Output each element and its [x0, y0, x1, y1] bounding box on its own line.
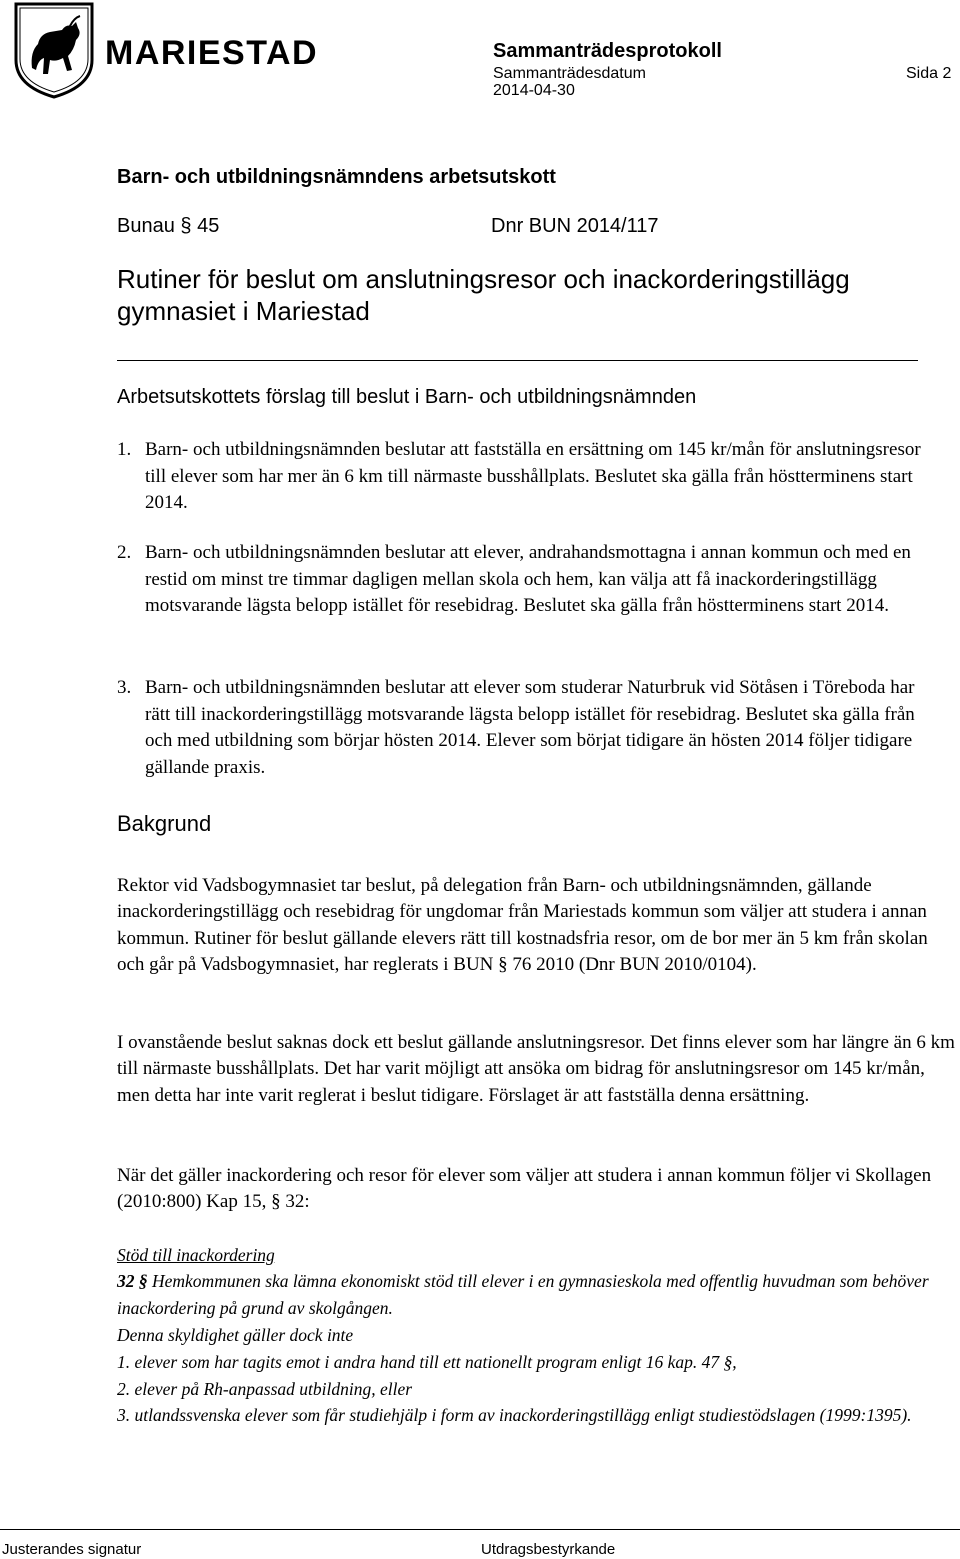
decision-text: Barn- och utbildningsnämnden beslutar att elever, andrahandsmottagna i annan kommun och med en restid om minst tre timmar dagligen mellan skola och hem, kan välja att få inackorderingstillägg motsvarande lägsta belopp istället för resebidrag. Beslutet ska gälla från höstterminens start 2014. [145, 542, 911, 616]
quote-intro: Denna skyldighet gäller dock inte [117, 1325, 354, 1345]
quote-section-text: Hemkommunen ska lämna ekonomiskt stöd till elever i en gymnasieskola med offentlig huvudman som behöver inackordering på grund av skolgången. [117, 1271, 929, 1318]
quote-section-number: 32 § [117, 1271, 148, 1291]
background-paragraph: Rektor vid Vadsbogymnasiet tar beslut, på delegation från Barn- och utbildningsnämnden, gällande inackorderingstillägg och resebidrag för ungdomar från Mariestads kommun som väljer att studera i annan kommun. Rutiner för beslut gällande elevers rätt till kostnadsfria resor, om de bor mer än 5 km från skolan och går på Vadsbogymnasiet, har reglerats i BUN § 76 2010 (Dnr BUN 2010/0104). [117, 875, 928, 975]
case-number: Dnr BUN 2014/117 [491, 215, 659, 237]
quote-list-item: 2. elever på Rh-anpassad utbildning, eller [117, 1379, 413, 1399]
proposal-heading: Arbetsutskottets förslag till beslut i Barn- och utbildningsnämnden [117, 386, 697, 408]
decision-item [117, 675, 932, 781]
page-title: Rutiner för beslut om anslutningsresor och inackorderingstillägg gymnasiet i Mariestad [117, 264, 850, 326]
quote-heading: Stöd till inackordering [117, 1245, 275, 1265]
title-divider [117, 360, 918, 361]
decision-text: Barn- och utbildningsnämnden beslutar att elever som studerar Naturbruk vid Sötåsen i Töreboda har rätt till inackorderingstillägg motsvarande lägsta belopp istället för resebidrag. Beslutet ska gälla från och med utbildning som börjar hösten 2014. Elever som börjat tidigare än hösten 2014 följer tidigare gällande praxis. [145, 677, 915, 778]
page-number: Sida 2 [906, 65, 952, 82]
quote-section [117, 1268, 942, 1322]
logo-text: MARIESTAD [105, 34, 319, 72]
background-paragraph: När det gäller inackordering och resor för elever som väljer att studera i annan kommun följer vi Skollagen (2010:800) Kap 15, § 32: [117, 1165, 932, 1213]
committee-name: Barn- och utbildningsnämndens arbetsutskott [117, 166, 556, 188]
document-type: Sammanträdesprotokoll [493, 40, 722, 62]
decision-item [117, 437, 932, 517]
background-paragraph: I ovanstående beslut saknas dock ett beslut gällande anslutningsresor. Det finns elever som har längre än 6 km till närmaste busshållplats. Det har varit möjligt att ansöka om bidrag för anslutningsresor om 145 kr/mån, men detta har inte varit reglerat i beslut tidigare. Förslaget är att fastställa denna ersättning. [117, 1032, 955, 1106]
certification-label: Utdragsbestyrkande [481, 1541, 616, 1558]
decision-number: 1. [117, 439, 132, 460]
decision-number: 2. [117, 542, 132, 563]
background-heading: Bakgrund [117, 811, 212, 836]
signature-label: Justerandes signatur [2, 1541, 142, 1558]
meeting-date-label: Sammanträdesdatum [493, 65, 646, 82]
mariestad-logo-icon [10, 0, 98, 100]
decision-item [117, 540, 932, 620]
section-reference: Bunau § 45 [117, 215, 220, 237]
quote-list-item: 3. utlandssvenska elever som får studiehjälp i form av inackorderingstillägg enligt studiestödslagen (1999:1395). [117, 1405, 912, 1425]
footer-divider [0, 1529, 960, 1530]
decision-number: 3. [117, 677, 132, 698]
quote-list-item: 1. elever som har tagits emot i andra hand till ett nationellt program enligt 16 kap. 47 §, [117, 1352, 737, 1372]
decision-text: Barn- och utbildningsnämnden beslutar att fastställa en ersättning om 145 kr/mån för anslutningsresor till elever som har mer än 6 km till närmaste busshållplats. Beslutet ska gälla från höstterminens start 2014. [145, 439, 921, 513]
meeting-date: 2014-04-30 [493, 82, 575, 99]
